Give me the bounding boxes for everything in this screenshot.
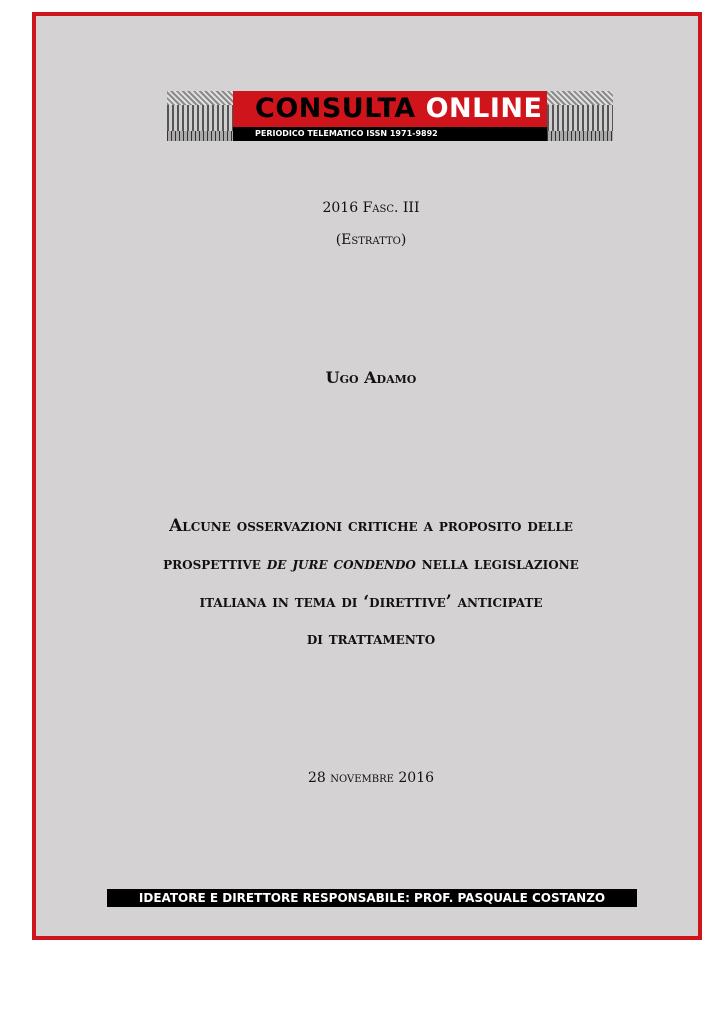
title-line-2-start: prospettive (163, 554, 267, 574)
extract-label: (Estratto) (335, 232, 407, 248)
building-image-right (547, 91, 613, 141)
building-image-left (167, 91, 233, 141)
article-title-line-3: italiana in tema di ‘direttive’ anticipate (199, 592, 543, 612)
masthead-subtitle: PERIODICO TELEMATICO ISSN 1971-9892 (233, 127, 547, 141)
publication-date: 28 novembre 2016 (307, 770, 435, 786)
masthead-title (233, 91, 547, 127)
page-frame (32, 12, 702, 940)
article-title-line-4: di trattamento (306, 629, 436, 649)
title-line-2-end: nella legislazione (415, 554, 579, 574)
issue-label: 2016 Fasc. III (322, 200, 420, 216)
director-footer: IDEATORE E DIRETTORE RESPONSABILE: PROF. PASQUALE COSTANZO (107, 889, 637, 907)
masthead-banner (233, 91, 547, 141)
article-title-line-1: Alcune osservazioni critiche a proposito delle (169, 516, 573, 536)
author-name: Ugo Adamo (325, 368, 417, 387)
journal-masthead (167, 91, 613, 141)
article-title-line-2 (36, 554, 706, 574)
title-line-2-italic: de jure condendo (266, 554, 416, 574)
masthead-title-online: ONLINE (425, 93, 543, 124)
masthead-title-consulta: CONSULTA (255, 93, 426, 124)
